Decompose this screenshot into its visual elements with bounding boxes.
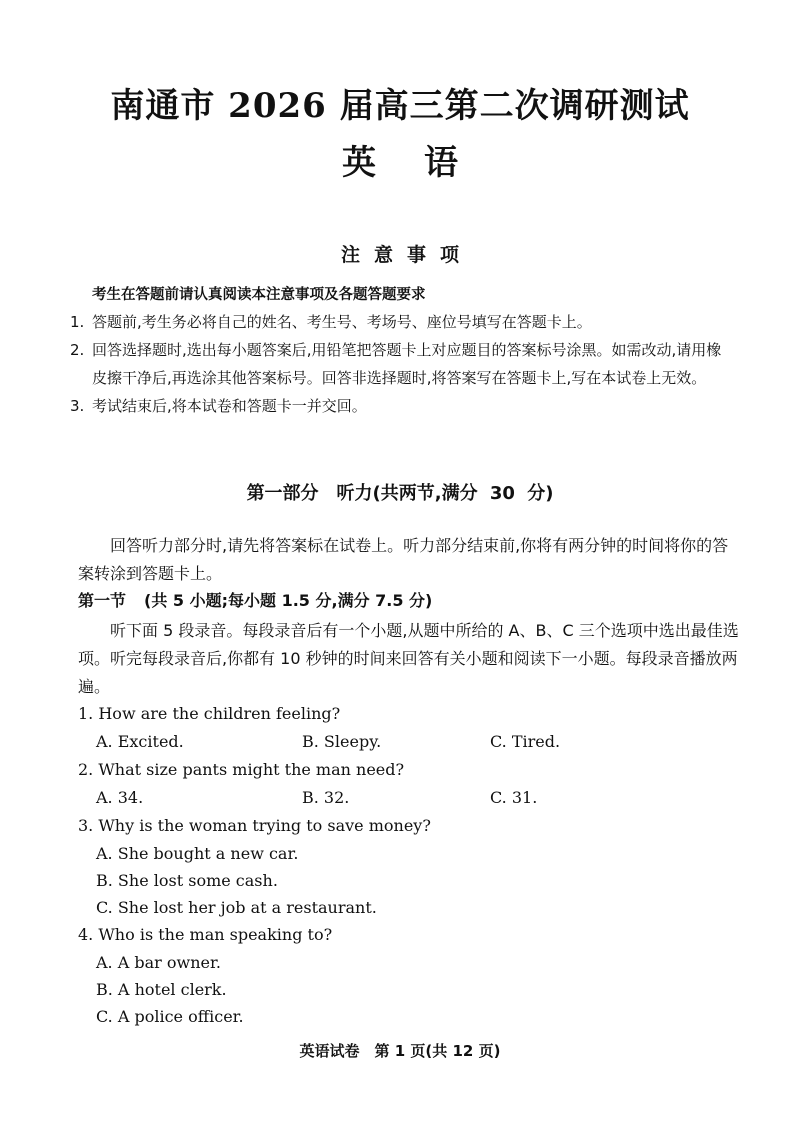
notice-item-text: 答题前,考生务必将自己的姓名、考生号、考场号、座位号填写在答题卡上。: [92, 313, 592, 331]
notice-item-number: 2.: [70, 341, 85, 359]
subject-title: 英语: [342, 143, 506, 183]
notice-item-text: 回答选择题时,选出每小题答案后,用铅笔把答题卡上对应题目的答案标号涂黑。如需改动,请用橡皮擦干净后,再选涂其他答案标号。回答非选择题时,将答案写在答题卡上,写在本试卷上无效。: [92, 341, 722, 387]
notice-item: [70, 392, 730, 420]
question-stem: 3. Why is the woman trying to save money?: [78, 816, 431, 835]
option-b: B. A hotel clerk.: [96, 980, 227, 999]
section-name: 第一节: [78, 591, 127, 610]
question-stem: 2. What size pants might the man need?: [78, 760, 405, 779]
option-a: A. Excited.: [96, 732, 184, 751]
question-options: [78, 784, 738, 812]
notice-item-number: 1.: [70, 313, 85, 331]
option-c: C. A police officer.: [96, 1007, 244, 1026]
question-options: [78, 949, 738, 1030]
option-b: B. Sleepy.: [302, 732, 382, 751]
option-b: B. She lost some cash.: [96, 871, 278, 890]
section-scoring: (共 5 小题;每小题 1.5 分,满分 7.5 分): [144, 591, 433, 610]
question-stem: 4. Who is the man speaking to?: [78, 925, 333, 944]
notice-item: [70, 336, 730, 392]
question: [78, 921, 738, 1030]
option-c: C. 31.: [490, 788, 538, 807]
question-list: [78, 700, 738, 1030]
question-options: [78, 728, 738, 756]
page-footer: 英语试卷 第 1 页(共 12 页): [299, 1042, 501, 1060]
option-a: A. 34.: [96, 788, 144, 807]
exam-title: 南通市 2026 届高三第二次调研测试: [110, 86, 690, 126]
section-heading: [78, 588, 432, 611]
question: [78, 700, 738, 756]
question: [78, 812, 738, 921]
notice-list: [70, 308, 730, 420]
notice-item-number: 3.: [70, 397, 85, 415]
notice-item: [70, 308, 730, 336]
notice-lead: 考生在答题前请认真阅读本注意事项及各题答题要求: [92, 287, 426, 303]
option-c: C. She lost her job at a restaurant.: [96, 898, 377, 917]
option-a: A. A bar owner.: [96, 953, 221, 972]
question: [78, 756, 738, 812]
part-intro: 回答听力部分时,请先将答案标在试卷上。听力部分结束前,你将有两分钟的时间将你的答案转涂到答题卡上。: [78, 536, 729, 583]
notice-heading: 注意事项: [340, 244, 473, 266]
part-heading: 第一部分 听力(共两节,满分 30 分): [246, 483, 554, 504]
notice-item-text: 考试结束后,将本试卷和答题卡一并交回。: [92, 397, 367, 415]
option-a: A. She bought a new car.: [96, 844, 299, 863]
question-stem: 1. How are the children feeling?: [78, 704, 341, 723]
option-b: B. 32.: [302, 788, 350, 807]
question-options: [78, 840, 738, 921]
option-c: C. Tired.: [490, 732, 561, 751]
section-directions: 听下面 5 段录音。每段录音后有一个小题,从题中所给的 A、B、C 三个选项中选出最佳选项。听完每段录音后,你都有 10 秒钟的时间来回答有关小题和阅读下一小题。每段录音播放两遍。: [78, 621, 739, 696]
